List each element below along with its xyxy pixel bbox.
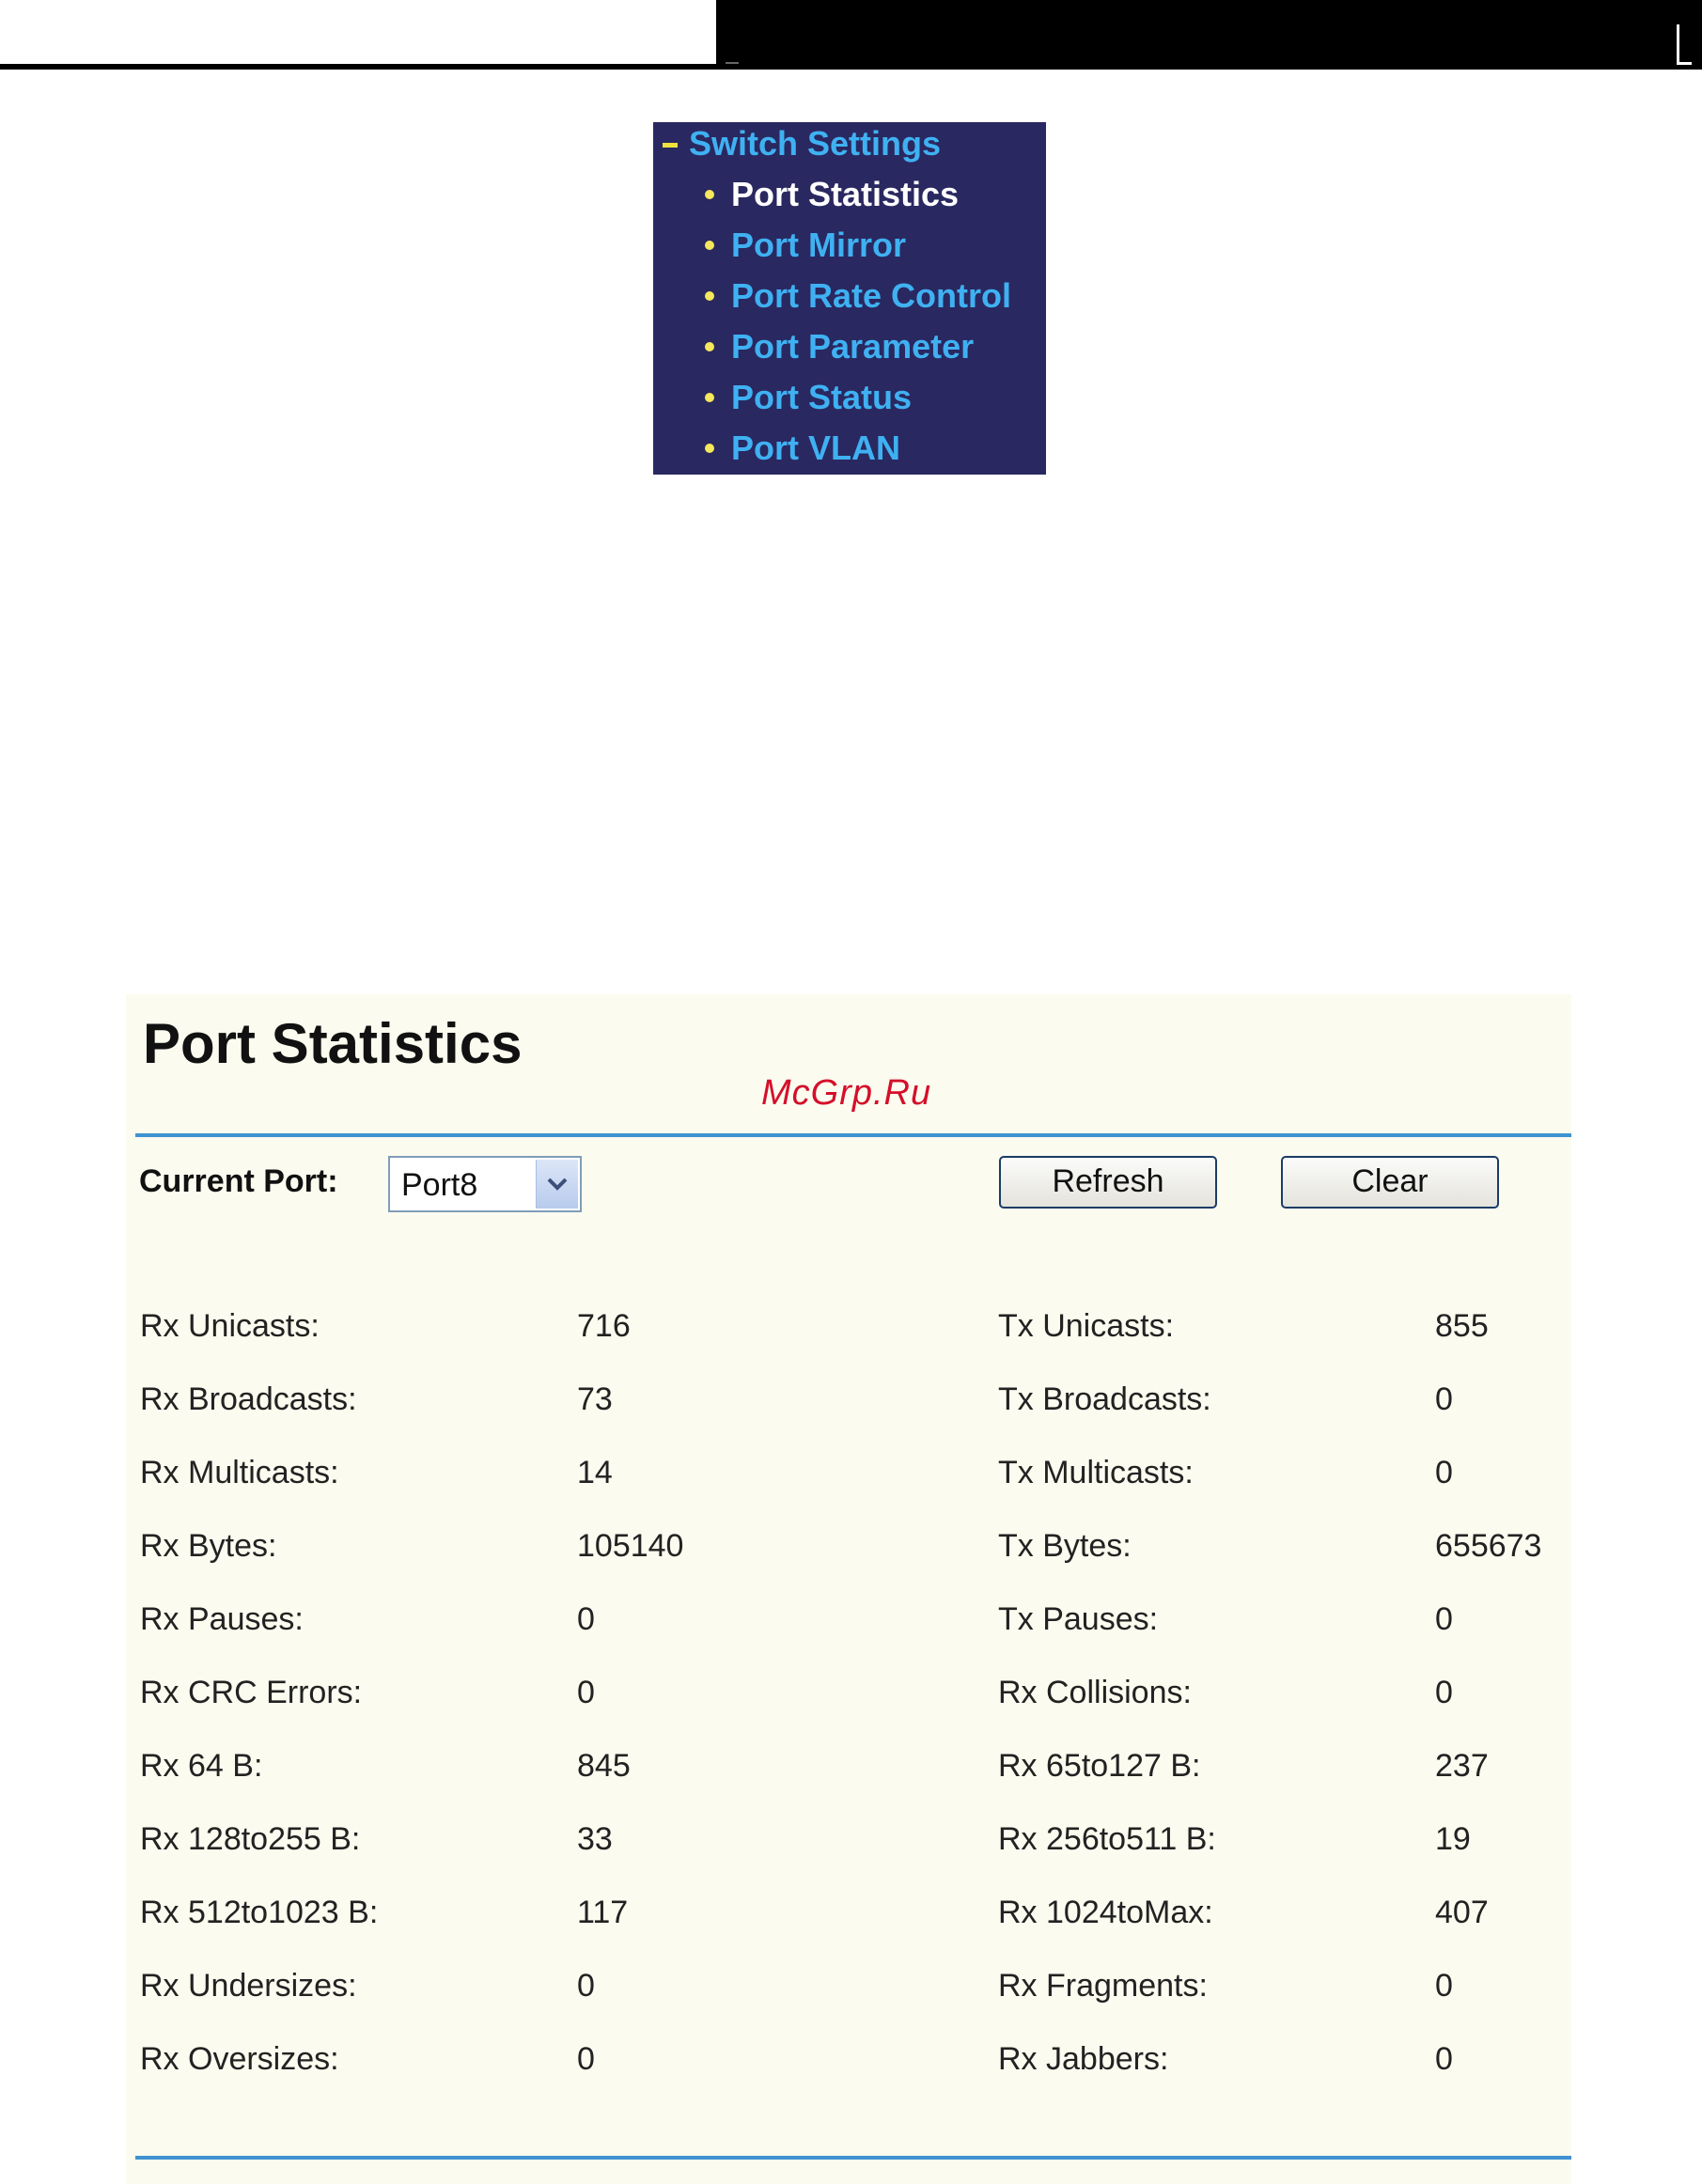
stat-value: 0 bbox=[1435, 2041, 1453, 2077]
header-bar bbox=[716, 0, 1702, 70]
stat-label: Rx Jabbers: bbox=[998, 2041, 1169, 2077]
stat-value: 0 bbox=[577, 1968, 595, 2004]
bullet-icon bbox=[705, 393, 714, 402]
stat-value: 73 bbox=[577, 1381, 613, 1417]
bullet-icon bbox=[705, 444, 714, 453]
stat-label: Rx Fragments: bbox=[998, 1968, 1208, 2004]
collapse-minus-icon bbox=[663, 143, 678, 148]
header-corner-mark bbox=[1677, 24, 1679, 64]
stat-value: 0 bbox=[1435, 1968, 1453, 2004]
clear-button[interactable]: Clear bbox=[1281, 1156, 1499, 1209]
menu-item-label: Port Statistics bbox=[731, 175, 960, 213]
switch-settings-menu bbox=[653, 122, 1046, 475]
stat-label: Rx Unicasts: bbox=[140, 1308, 320, 1344]
stat-value: 33 bbox=[577, 1821, 613, 1857]
stat-value: 237 bbox=[1435, 1748, 1489, 1784]
stat-value: 105140 bbox=[577, 1528, 684, 1564]
stat-label: Rx CRC Errors: bbox=[140, 1675, 363, 1710]
menu-item-port-rate-control[interactable] bbox=[705, 271, 1011, 321]
stat-value: 0 bbox=[577, 1601, 595, 1637]
watermark: McGrp.Ru bbox=[761, 1073, 932, 1113]
stat-value: 716 bbox=[577, 1308, 631, 1344]
stat-label: Rx Broadcasts: bbox=[140, 1381, 357, 1417]
stat-label: Tx Bytes: bbox=[998, 1528, 1132, 1564]
stat-label: Rx Multicasts: bbox=[140, 1455, 339, 1490]
stat-value: 845 bbox=[577, 1748, 631, 1784]
divider-top bbox=[135, 1133, 1571, 1137]
menu-item-port-statistics[interactable] bbox=[705, 169, 959, 220]
page-title: Port Statistics bbox=[143, 1012, 523, 1075]
stat-label: Tx Pauses: bbox=[998, 1601, 1159, 1637]
menu-item-label: Port Mirror bbox=[731, 226, 907, 264]
menu-item-port-mirror[interactable] bbox=[705, 220, 906, 271]
stat-value: 655673 bbox=[1435, 1528, 1542, 1564]
menu-item-port-vlan[interactable] bbox=[705, 423, 900, 474]
stat-value: 407 bbox=[1435, 1895, 1489, 1930]
current-port-select[interactable] bbox=[388, 1156, 582, 1212]
stat-label: Rx Collisions: bbox=[998, 1675, 1192, 1710]
stat-label: Rx 64 B: bbox=[140, 1748, 263, 1784]
menu-item-label: Port Rate Control bbox=[731, 276, 1012, 315]
header-mark bbox=[726, 62, 739, 64]
menu-item-label: Port VLAN bbox=[731, 429, 900, 467]
bullet-icon bbox=[705, 342, 714, 351]
stat-label: Rx 65to127 B: bbox=[998, 1748, 1201, 1784]
menu-item-port-status[interactable] bbox=[705, 372, 912, 423]
menu-item-label: Port Status bbox=[731, 378, 913, 416]
header-corner-mark-base bbox=[1677, 62, 1692, 65]
stat-label: Tx Multicasts: bbox=[998, 1455, 1194, 1490]
stat-value: 0 bbox=[1435, 1381, 1453, 1417]
refresh-button[interactable]: Refresh bbox=[999, 1156, 1217, 1209]
menu-section-title: Switch Settings bbox=[689, 124, 942, 163]
stat-value: 0 bbox=[577, 1675, 595, 1710]
current-port-label: Current Port: bbox=[139, 1163, 338, 1199]
stat-value: 14 bbox=[577, 1455, 613, 1490]
header-rule bbox=[0, 64, 716, 70]
menu-item-label: Port Parameter bbox=[731, 327, 975, 366]
stat-value: 19 bbox=[1435, 1821, 1471, 1857]
stat-value: 0 bbox=[1435, 1675, 1453, 1710]
current-port-value: Port8 bbox=[401, 1167, 478, 1203]
stat-label: Tx Unicasts: bbox=[998, 1308, 1175, 1344]
stat-value: 855 bbox=[1435, 1308, 1489, 1344]
menu-section-header[interactable] bbox=[663, 122, 941, 165]
port-statistics-panel bbox=[126, 994, 1571, 2184]
stat-value: 0 bbox=[1435, 1601, 1453, 1637]
stat-label: Rx Bytes: bbox=[140, 1528, 277, 1564]
stat-label: Rx Undersizes: bbox=[140, 1968, 357, 2004]
stat-label: Rx 128to255 B: bbox=[140, 1821, 361, 1857]
stat-label: Rx 1024toMax: bbox=[998, 1895, 1213, 1930]
bullet-icon bbox=[705, 190, 714, 199]
chevron-down-icon[interactable] bbox=[536, 1160, 578, 1209]
stat-value: 0 bbox=[577, 2041, 595, 2077]
menu-item-port-parameter[interactable] bbox=[705, 321, 974, 372]
stat-label: Rx 512to1023 B: bbox=[140, 1895, 379, 1930]
stat-value: 117 bbox=[577, 1895, 629, 1930]
stat-label: Rx 256to511 B: bbox=[998, 1821, 1216, 1857]
stat-label: Rx Oversizes: bbox=[140, 2041, 339, 2077]
stat-value: 0 bbox=[1435, 1455, 1453, 1490]
bullet-icon bbox=[705, 291, 714, 301]
stat-label: Rx Pauses: bbox=[140, 1601, 304, 1637]
bullet-icon bbox=[705, 241, 714, 250]
stat-label: Tx Broadcasts: bbox=[998, 1381, 1211, 1417]
divider-bottom bbox=[135, 2156, 1571, 2160]
